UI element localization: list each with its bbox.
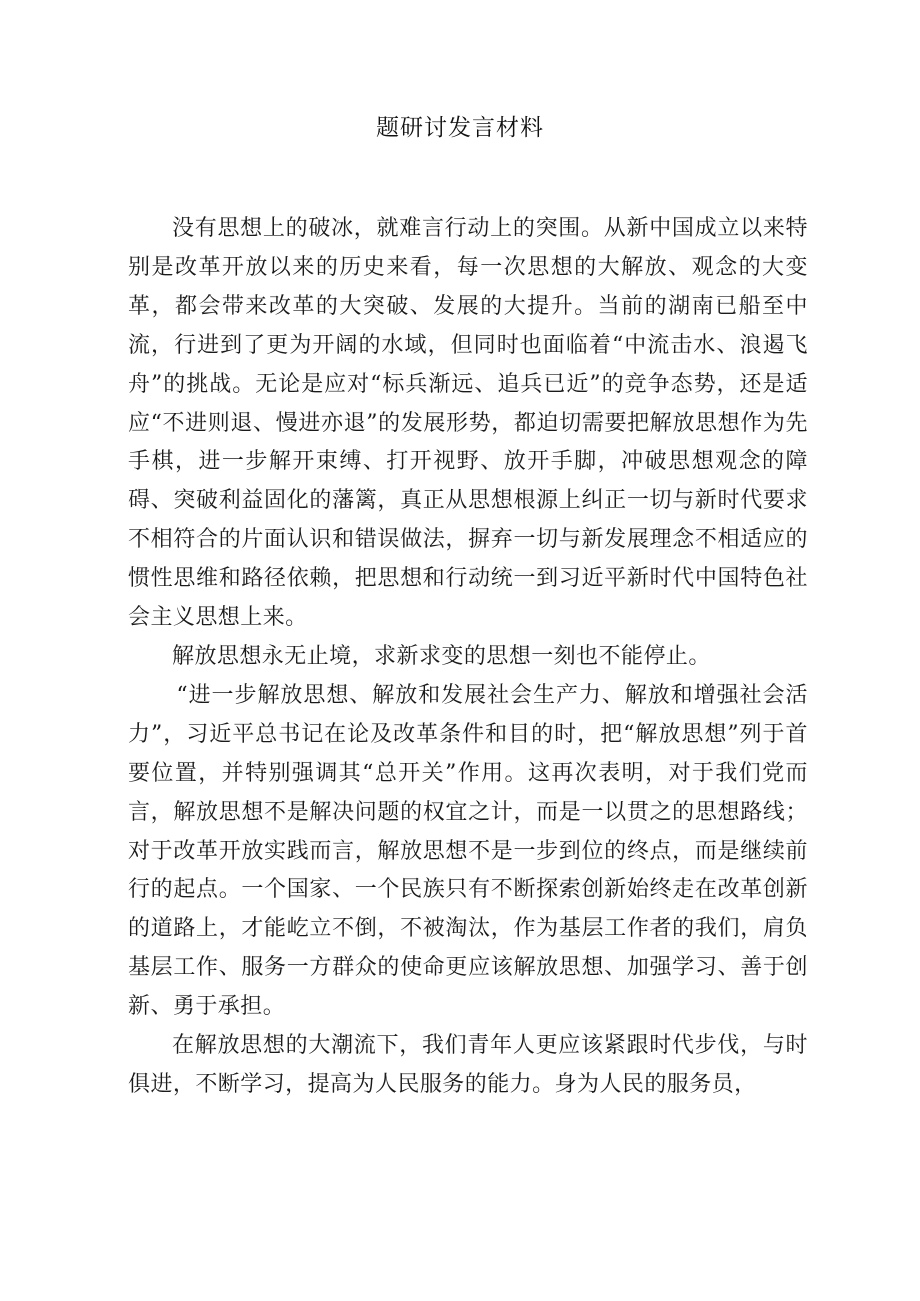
paragraph-4: 在解放思想的大潮流下，我们青年人更应该紧跟时代步伐，与时俱进，不断学习，提高为人民服务的能力。身为人民的服务员， [128, 1033, 808, 1097]
paragraph-1: 没有思想上的破冰，就难言行动上的突围。从新中国成立以来特别是改革开放以来的历史来看，每一次思想的大解放、观念的大变革，都会带来改革的大突破、发展的大提升。当前的湖南已船至中流，行进到了更为开阔的水域，但同时也面临着“中流击水、浪遏飞舟”的挑战。无论是应对“标兵渐远、追兵已近”的竞争态势，还是适应“不进则退、慢进亦退”的发展形势，都迫切需要把解放思想作为先手棋，进一步解开束缚、打开视野、放开手脚，冲破思想观念的障碍、突破利益固化的藩篱，真正从思想根源上纠正一切与新时代要求不相符合的片面认识和错误做法，摒弃一切与新发展理念不相适应的惯性思维和路径依赖，把思想和行动统一到习近平新时代中国特色社会主义思想上来。 [128, 216, 808, 631]
paragraph-3: “进一步解放思想、解放和发展社会生产力、解放和增强社会活力”，习近平总书记在论及改革条件和目的时，把“解放思想”列于首要位置，并特别强调其“总开关”作用。这再次表明，对于我们党而言，解放思想不是解决问题的权宜之计，而是一以贯之的思想路线；对于改革开放实践而言，解放思想不是一步到位的终点，而是继续前行的起点。一个国家、一个民族只有不断探索创新始终走在改革创新的道路上，才能屹立不倒，不被淘汰，作为基层工作者的我们，肩负基层工作、服务一方群众的使命更应该解放思想、加强学习、善于创新、勇于承担。 [128, 682, 808, 1020]
document-body [128, 210, 808, 1105]
paragraph-2: 解放思想永无止境，求新求变的思想一刻也不能停止。 [172, 643, 711, 669]
document-title: 题研讨发言材料 [376, 115, 544, 141]
